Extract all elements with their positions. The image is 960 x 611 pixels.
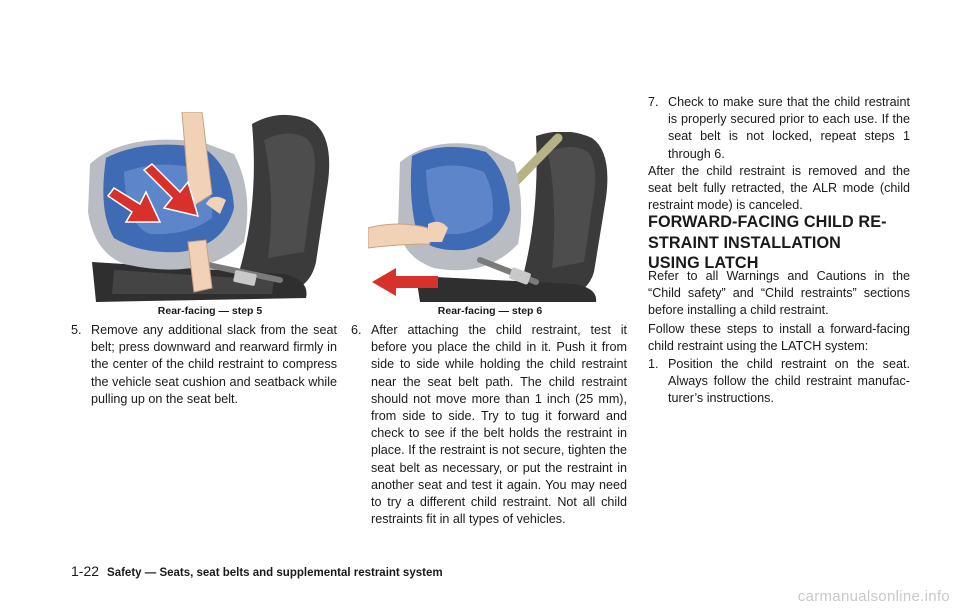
- paragraph-warnings: Refer to all Warnings and Cautions in the “Child safety” and “Child restraints” sections before installing a child restraint.: [648, 269, 910, 318]
- step-6: [351, 322, 627, 528]
- figure-rear-facing-step6: [368, 132, 612, 302]
- step-text: Position the child restraint on the seat. Always follow the child restraint manufac- turer’s instructions.: [668, 357, 910, 406]
- page-footer: [71, 563, 443, 581]
- step-7: [648, 94, 910, 163]
- step-text: Check to make sure that the child restraint is properly secured prior to each use. If the seat belt is not locked, repeat steps 1 through 6.: [668, 95, 910, 161]
- step-number: 6.: [351, 323, 362, 337]
- step-number: 5.: [71, 323, 82, 337]
- step-number: 1.: [648, 357, 659, 371]
- step-5: [71, 322, 337, 408]
- illustration-step6: [368, 132, 612, 302]
- step-1: [648, 356, 910, 408]
- watermark: carmanualsonline.info: [797, 588, 950, 605]
- paragraph-alr-mode: After the child restraint is removed and the seat belt fully retracted, the ALR mode (child restraint mode) is canceled.: [648, 164, 910, 213]
- paragraph-follow-steps: Follow these steps to install a forward-facing child restraint using the LATCH system:: [648, 322, 910, 354]
- step-number: 7.: [648, 95, 659, 109]
- step-text: Remove any additional slack from the seat belt; press downward and rearward firmly in the center of the child restraint to compress the vehicle seat cushion and seatback while pulling up on the seat belt.: [91, 323, 337, 406]
- page-number: 1-22: [71, 563, 100, 579]
- illustration-step5: [84, 112, 336, 302]
- figure-caption-step5: Rear-facing — step 5: [157, 305, 263, 317]
- step-text: After attaching the child restraint, test it before you place the child in it. Push it from side to side while holding the child restraint near the seat belt path. The child restraint should not move more than 1 inch (25 mm), from side to side. Try to tug it forward and check to see if the belt holds the restraint in place. If the restraint is not secure, tighten the seat belt as necessary, or put the restraint in another seat and test it again. You may need to try a different child restraint. Not all child restraints fit in all types of vehicles.: [371, 323, 627, 527]
- section-heading: FORWARD-FACING CHILD RE- STRAINT INSTALLATION USING LATCH: [648, 213, 887, 272]
- figure-caption-step6: Rear-facing — step 6: [437, 305, 543, 317]
- section-title: Safety — Seats, seat belts and supplemental restraint system: [107, 567, 443, 579]
- figure-rear-facing-step5: [84, 112, 336, 302]
